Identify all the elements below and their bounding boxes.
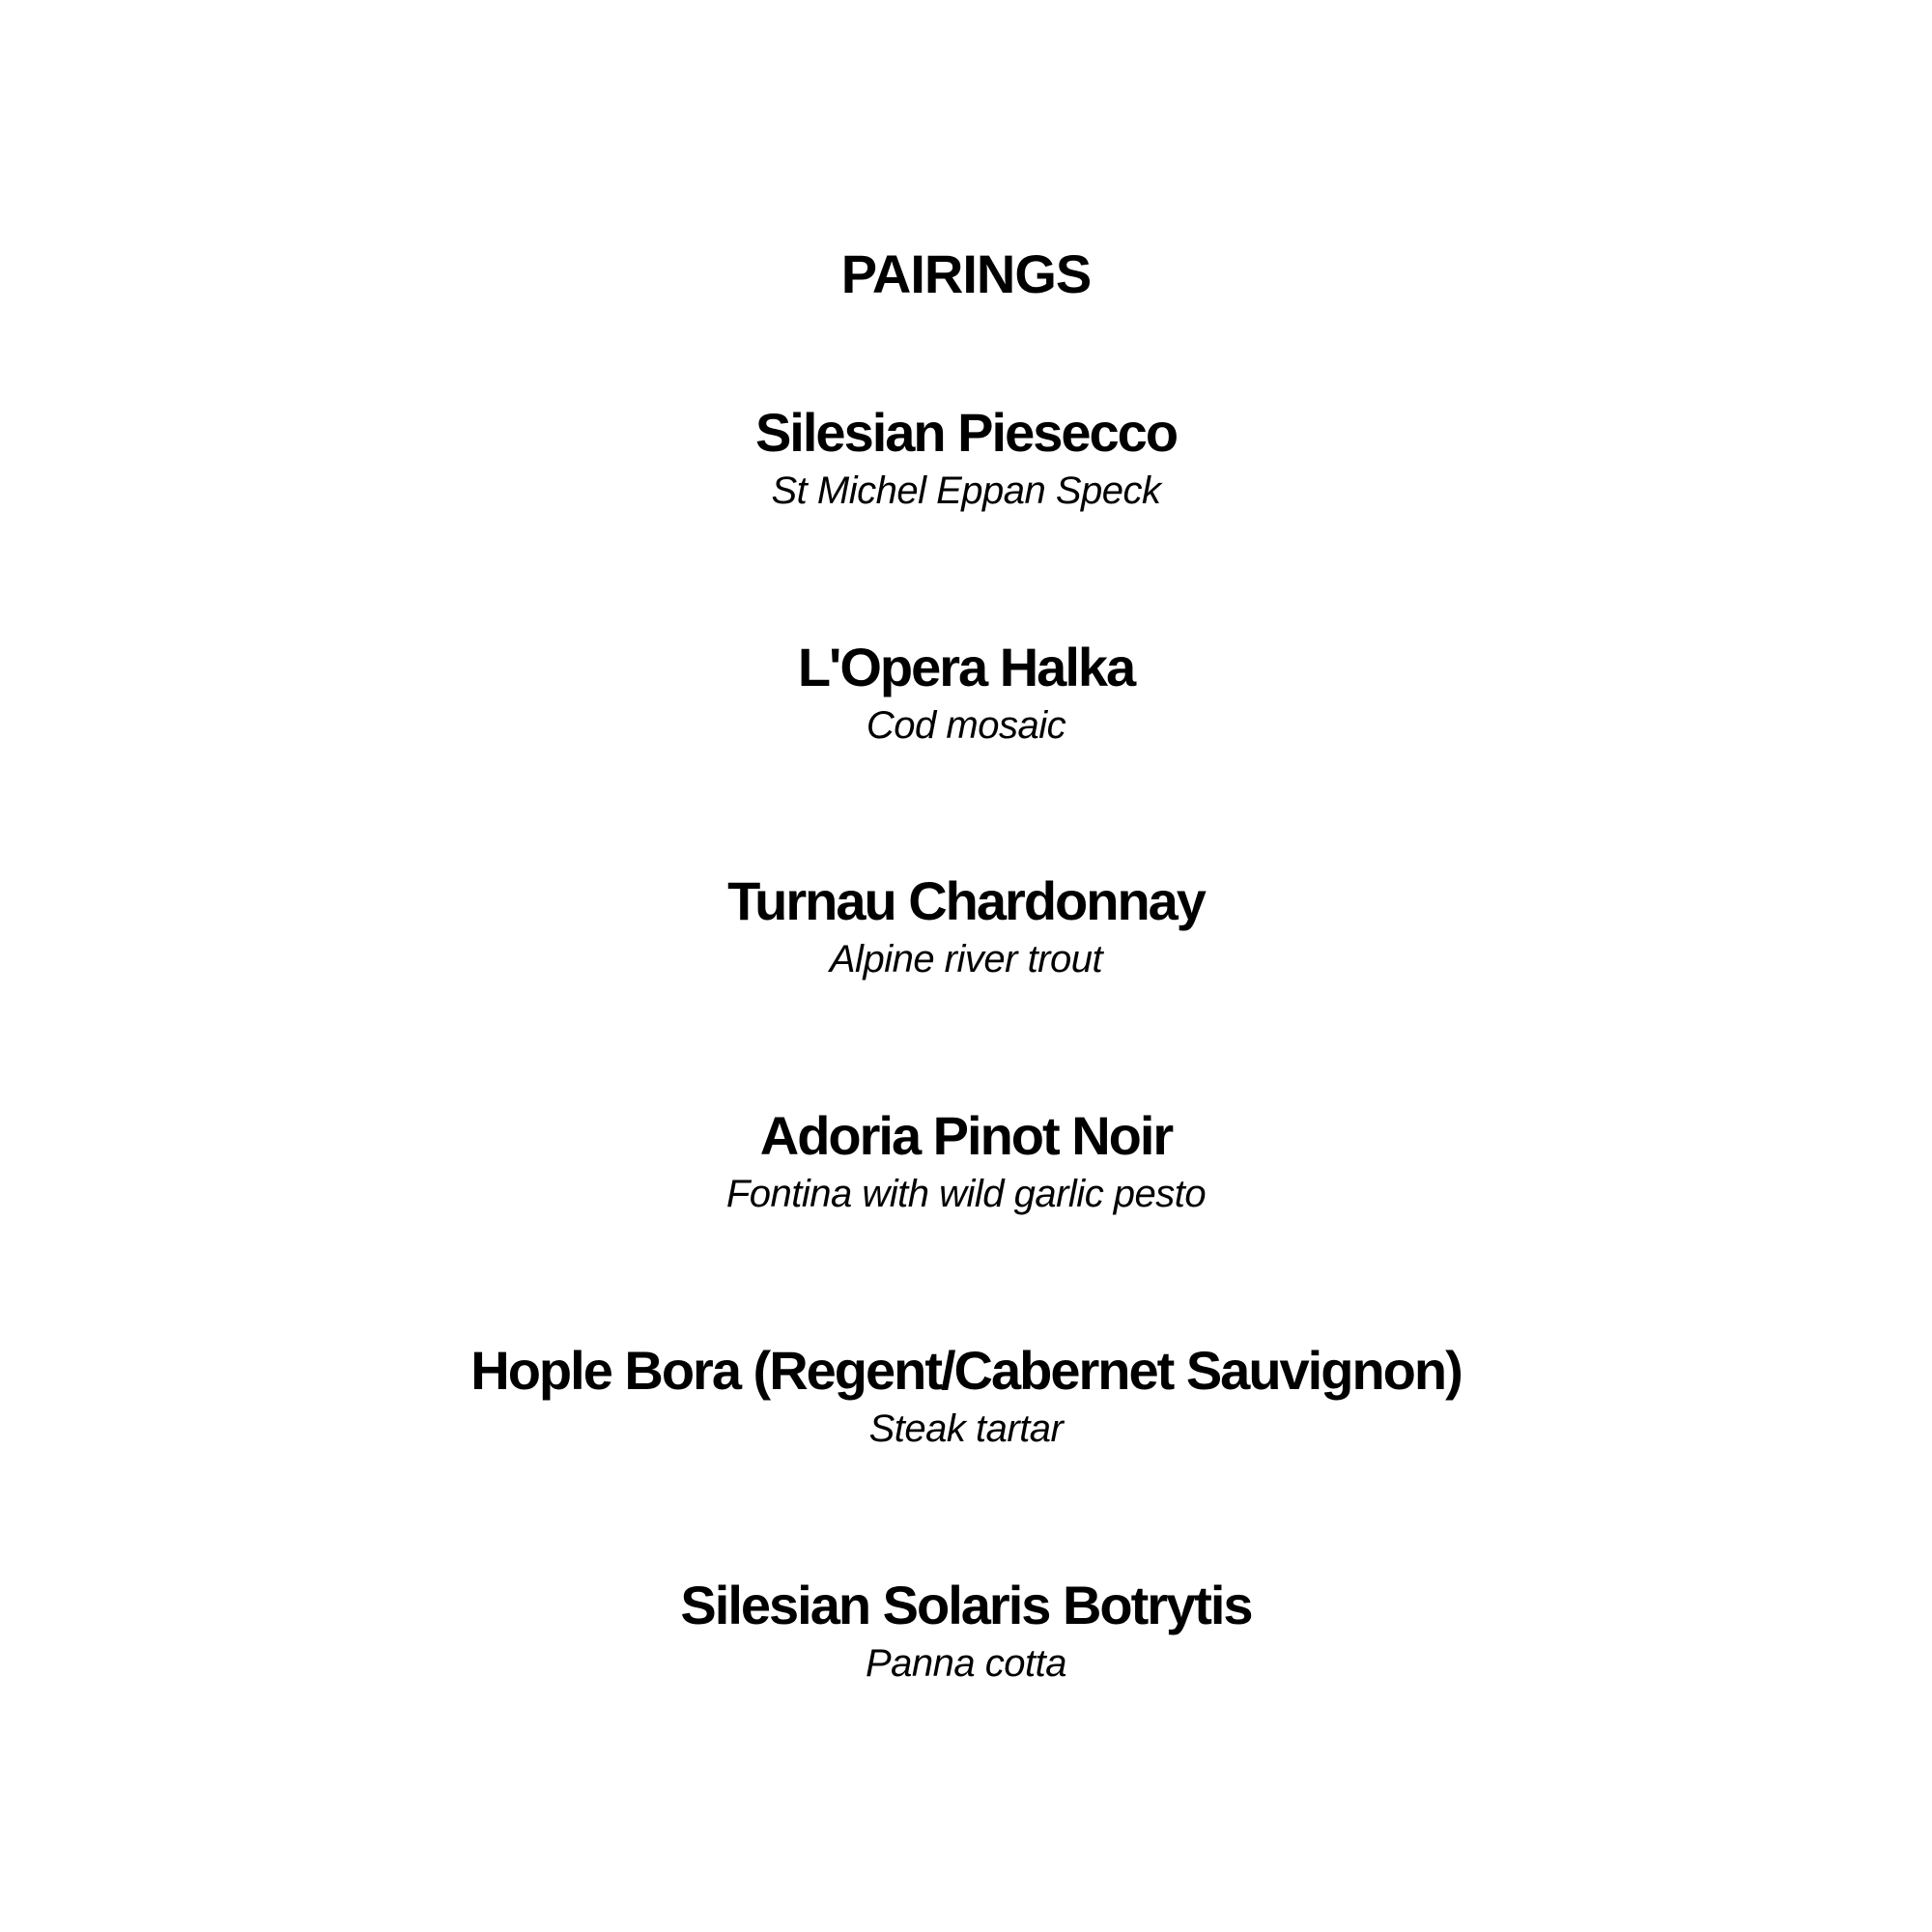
pairing-item — [0, 1339, 1932, 1453]
pairing-item — [0, 869, 1932, 983]
dish-name: Steak tartar — [868, 1407, 1064, 1450]
page-title: PAIRINGS — [840, 243, 1092, 304]
wine-name: L'Opera Halka — [797, 637, 1135, 697]
pairing-item — [0, 1104, 1932, 1218]
dish-name: Panna cotta — [866, 1642, 1066, 1685]
dish-name: St Michel Eppan Speck — [771, 469, 1161, 512]
dish-name: Cod mosaic — [866, 704, 1066, 747]
wine-name: Silesian Solaris Botrytis — [680, 1575, 1252, 1635]
pairing-item — [0, 1574, 1932, 1688]
wine-name: Hople Bora (Regent/Cabernet Sauvignon) — [470, 1340, 1462, 1401]
wine-name: Silesian Piesecco — [754, 402, 1178, 463]
pairing-item — [0, 636, 1932, 750]
wine-name: Adoria Pinot Noir — [759, 1105, 1173, 1166]
dish-name: Fontina with wild garlic pesto — [725, 1173, 1207, 1215]
wine-name: Turnau Chardonnay — [727, 870, 1205, 931]
dish-name: Alpine river trout — [829, 938, 1103, 980]
pairing-item — [0, 401, 1932, 515]
